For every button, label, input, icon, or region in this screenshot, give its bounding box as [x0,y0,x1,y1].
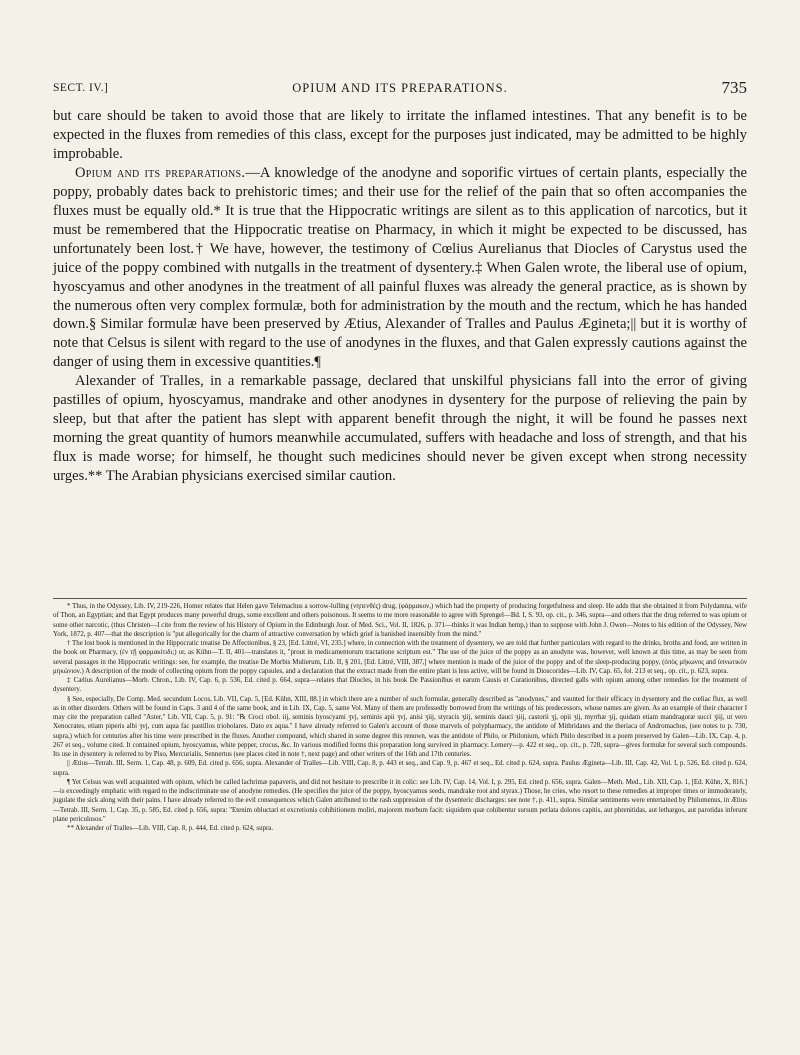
footnote: † The lost book is mentioned in the Hippocratic treatise De Affectionibus, § 23, [Ed. Littré, VI, 235.] where, in connection with the treatment of dysentery, we are told that further particulars with regard to the drinks, broths and food, are written in the book on Pharmacy, (ἐν τῇ φαρμακίτιδι;) or, as Kühn—T. II, 401—translates it, "prout in medicamentorum tractatione scriptum est." The use of the juice of the poppy as an anodyne was, however, well known at this time, as may be seen from several passages in the Hippocratic writings: see, for example, the treatise De Morbis Mulierum, Lib. II, § 201, [Ed. Littré, VIII, 387,] where mention is made of the juice of the poppy and of the sleep-producing poppy, (ὀπὸς μήκωνος and ὑπνωτικὸν μηκώνιον.) A description of the mode of collecting opium from the poppy capsules, and a declaration that the extract made from the entire plant is less active, will be found in Dioscorides—Lib. IV, Cap. 65, fol. 213 et seq., op. cit., p. 623, supra. [53,640,748,675]
paragraph [53,164,747,372]
main-text [53,107,747,486]
footnote: ¶ Yet Celsus was well acquainted with opium, which he called lachrimæ papaveris, and did not hesitate to prescribe it in colic: see Lib. IV, Cap. 14, Vol. I, p. 295, Ed. cited p. 656, supra. Galen—Meth. Med., Lib. XII, Cap. 1, [Ed. Kühn, X, 816.]—is exceedingly emphatic with regard to the indiscriminate use of anodyne remedies. (He specifies the juice of the poppy, hyoscyamus seeds, mandrake root and styrax.) Those, he cries, who resort to these remedies at improper times or immoderately, jugulate the sick along with their pains. I have already referred to the evil consequences which Galen attributed to the rash suppression of the dysenteric discharges: see note †, p. 411, supra. Similar sentiments were entertained by Philumenus, in Ætius—Tetrab. III, Serm. 1, Cap. 35, p. 585, Ed. cited p. 656, supra: "Etenim obluctari et excretionis cohibitionem moliri, majorem morbum facit: siquidem quæ cohibentur sursum perlata dolores capitis, aut phrenitidas, aut lethargos, aut parotidas inferunt plane periculosos." [53,778,747,823]
footnote: ‡ Cælius Aurelianus—Morb. Chron., Lib. IV, Cap. 6, p. 536, Ed. cited p. 664, supra—relates that Diocles, in his book De Passionibus et earum Causis et Curationibus, directed galls with opium among other remedies for the treatment of dysentery. [53,677,747,694]
paragraph: Alexander of Tralles, in a remarkable passage, declared that unskilful physicians fall into the error of giving pastilles of opium, hyoscyamus, mandrake and other anodynes in dysentery for the purpose of relieving the pain by sleep, but that after the patient has slept with apparent benefit through the night, it will be found he passes next morning the great quantity of humors meanwhile accumulated, suffers with headache and loss of strength, and that his flux is made worse; for himself, he thought such medicines should never be given except when strong necessity urges.** The Arabian physicians exercised similar caution. [53,373,747,485]
section-heading: Opium and its preparations. [75,164,246,181]
footnote-divider [53,598,747,599]
footnote: § See, especially, De Comp. Med. secundum Locos, Lib. VII, Cap. 5, [Ed. Kühn, XIII, 88.] in which there are a number of such formulæ, generally described as "anodynes," and vaunted for their efficacy in dysentery and the cœliac flux, as well as in other disorders. Others will be found in Caps. 3 and 4 of the same book, and in Lib. IX, Cap. 5, same Vol. Many of them are professedly borrowed from the writings of his predecessors, whose names are given. As an example of their character I may cite the preparation called "Aster," Lib. VII, Cap. 5, p. 91: "℞ Croci obol. iij, seminis hyoscyami ʒvj, seminis apii ʒvj, anisi ʒiij, styracis ʒiij, seminis dauci ʒiij, castorii ʒj, opii ʒij, myrrhæ ʒij, quidam etiam mandragoræ succi ʒiij, ut vero Xenocrates, etiam piperis albi ʒvj, cum aqua fac pastillos triobolares. Dato ex aqua." I have already referred to Galen's account of those marvels of polypharmacy, the antidote of Mithridates and the theriaca of Andromachus, (see notes to p. 730, supra,) which for centuries after his time were prescribed in the fluxes. Another compound, which shared in some degree this renown, was the antidote of Philo, or Philonium, which Philo described in a poem preserved by Galen—Lib. IX, Cap. 4, p. 267 et seq., volume cited. It contained opium, hyoscyamus, white pepper, crocus, &c. In various modified forms this preparation long survived in pharmacy. Lemery—p. 422 et seq., op. cit., p. 728, supra—gives formulæ for several such compounds. Its use in dysentery is referred to by Piso, Mercurialis, Sennertus (see places cited in note †, next page) and other writers of the 16th and 17th centuries. [53,695,747,758]
footnotes [53,602,747,833]
paragraph: but care should be taken to avoid those that are likely to irritate the inflamed intestines. That any benefit is to be expected in the fluxes from remedies of this class, except for the purposes just indicated, may be admitted to be highly improbable. [53,108,747,162]
footnote: || Ætius—Tetrab. III, Serm. 1, Cap. 48, p. 609, Ed. cited p. 656, supra. Alexander of Tralles—Lib. VIII, Cap. 8, p. 443 et seq., and Cap. 9, p. 467 et seq., Ed. cited p. 624, supra. Paulus Ægineta—Lib. III, Cap. 42, Vol. I, p. 526, Ed. cited p. 624, supra. [53,760,747,777]
page-number: 735 [721,78,747,97]
section-label: SECT. IV.] [53,82,109,94]
footnote: ** Alexander of Tralles—Lib. VIII, Cap. 8, p. 444, Ed. cited p. 624, supra. [67,825,274,832]
footnote: * Thus, in the Odyssey, Lib. IV, 219-226, Homer relates that Helen gave Telemachus a sorrow-lulling (νηπενθές) drug, (φάρμακον,) which had the property of producing forgetfulness and sleep. He adds that she obtained it from Polydamna, wife of Thon, an Egyptian; and that Egypt produces many powerful drugs, some excellent and others poisonous. It seems to me more reasonable to agree with Sprengel—Bd. I, S. 93, op. cit., p. 346, supra—and others that the drug referred to was opium or some other narcotic, (thus Christen—I cite from the review of his History of Opium in the Edinburgh Jour. of Med. Sci., Vol. II, 1826, p. 371—thinks it was Indian hemp,) than to suppose with John J. Owen—Notes to his edition of the Odyssey, New York, 1872, p. 407—that the description is "put allegorically for the charm of attractive conversation by which grief is banished insensibly from the mind." [53,603,747,638]
running-title: OPIUM AND ITS PREPARATIONS. [292,81,508,95]
paragraph-text: —A knowledge of the anodyne and soporific virtues of certain plants, especially the poppy, probably dates back to prehistoric times; and their use for the relief of the pain that so often accompanies the fluxes must be equally old.* It is true that the Hippocratic writings are silent as to this application of narcotics, but it must be remembered that the Hippocratic treatise on Pharmacy, in which it might be expected to be discussed, has unfortunately been lost.† We have, however, the testimony of Cœlius Aurelianus that Diocles of Carystus used the juice of the poppy combined with nutgalls in the treatment of dysentery.‡ When Galen wrote, the liberal use of opium, hyoscyamus and other anodynes in the treatment of all painful fluxes was already the general practice, as is shown by the numerous often very complex formulæ, both for administration by the mouth and the rectum, which he has handed down.§ Similar formulæ have been preserved by Ætius, Alexander of Tralles and Paulus Ægineta;|| but it is worthy of note that Celsus is silent with regard to the use of anodynes in the fluxes, and that Galen expressly cautions against the danger of using them in excessive quantities.¶ [53,164,747,371]
running-header [53,78,747,98]
